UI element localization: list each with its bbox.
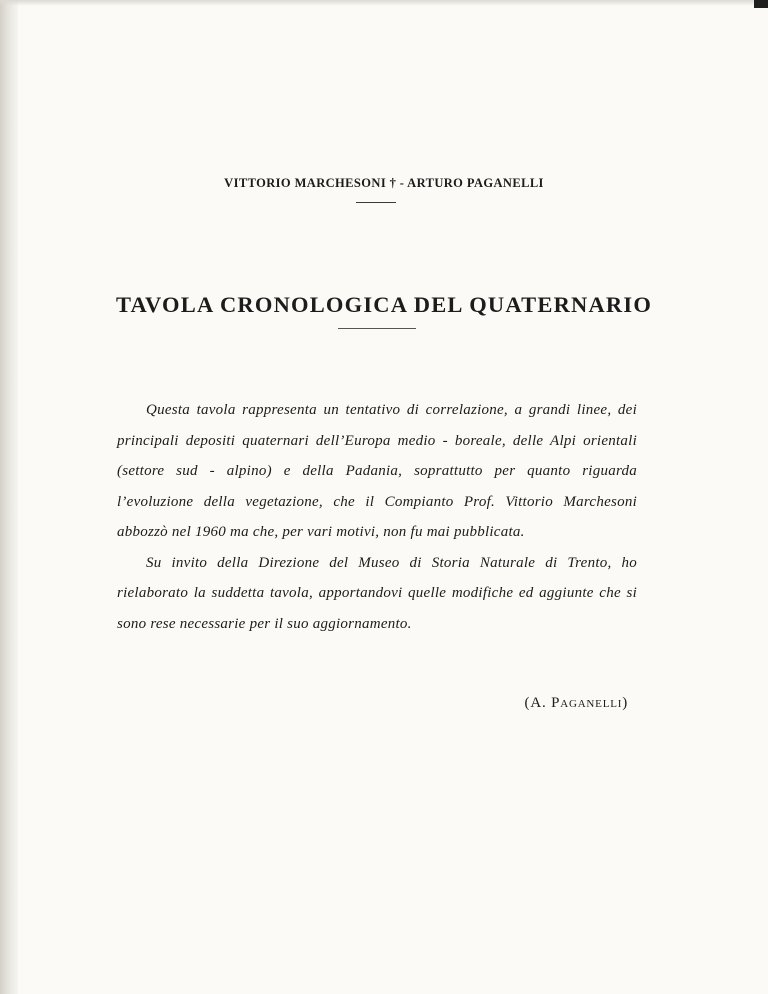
signature-name: Paganelli: [551, 695, 623, 711]
signature: [525, 695, 628, 712]
scan-shadow-top: [0, 0, 768, 6]
signature-close: ): [622, 695, 628, 711]
scan-shadow-edge: [0, 0, 18, 994]
scan-corner-mark: [754, 0, 768, 8]
author-line: VITTORIO MARCHESONI † - ARTURO PAGANELLI: [224, 176, 544, 190]
body-text: [117, 395, 637, 639]
page-title: TAVOLA CRONOLOGICA DEL QUATERNARIO: [115, 292, 653, 317]
paragraph-intro: Questa tavola rappresenta un tentativo di correlazione, a grandi linee, dei principali depositi quaternari dell’Europa medio - boreale, delle Alpi orientali (settore sud - alpino) e della Padania, soprattutto per quanto riguarda l’evoluzione della vegetazione, che il Compianto Prof. Vittorio Marchesoni abbozzò nel 1960 ma che, per vari motivi, non fu mai pubblicata.: [117, 402, 637, 540]
signature-open: (A.: [524, 695, 552, 711]
paragraph-revision: Su invito della Direzione del Museo di Storia Naturale di Trento, ho rielaborato la suddetta tavola, apportandovi quelle modifiche ed aggiunte che si sono rese necessarie per il suo aggiornamento.: [117, 554, 637, 632]
title-divider: [338, 328, 416, 329]
author-divider: [356, 202, 396, 203]
